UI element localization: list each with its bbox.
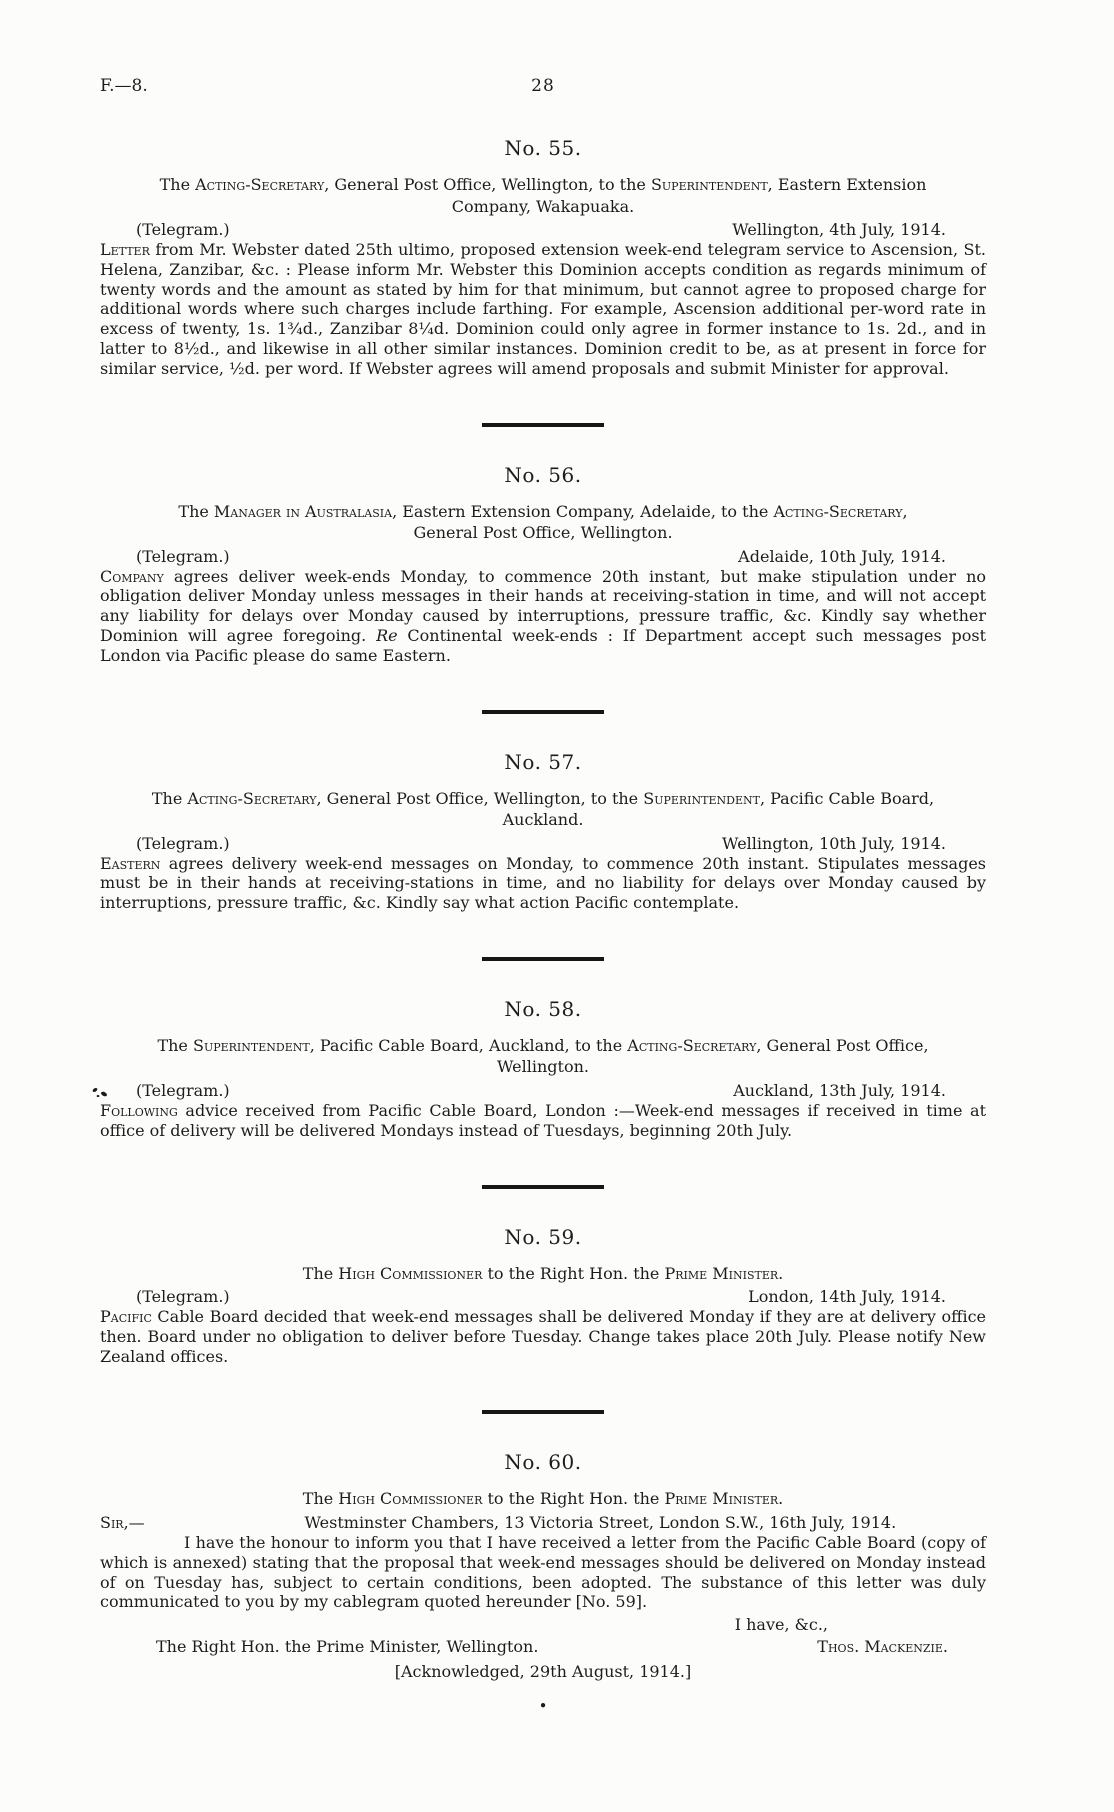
entry-body-paragraph — [100, 1307, 986, 1366]
text-segment: Thos. Mackenzie — [817, 1637, 943, 1657]
text-segment: Acting-Secretary — [627, 1035, 757, 1055]
text-segment: . — [942, 1637, 948, 1657]
document-entry — [100, 997, 986, 1189]
text-segment: , Pacific Cable Board, Auckland, to the — [309, 1035, 628, 1055]
text-segment: . — [778, 1263, 784, 1283]
text-segment: The — [302, 1263, 339, 1283]
addressee-line — [100, 522, 986, 544]
document-entry — [100, 750, 986, 961]
addressee-line — [100, 196, 986, 218]
addressee-line — [100, 1263, 986, 1285]
addressee-line — [100, 174, 986, 196]
text-segment: Eastern — [100, 853, 161, 873]
text-segment: . — [778, 1489, 784, 1509]
text-segment: from Mr. Webster dated 25th ultimo, proposed extension week-end telegram service to Ascension, St. Helena, Zanzibar, &c. : Please inform Mr. Webster this Dominion accepts condition as regards minimum of twenty words and the amount as stated by him for that minimum, but cannot agree to proposed charge for additional words where such charges include farthing. For example, Ascension additional per-word rate in excess of twenty, 1s. 1¾d., Zanzibar 8¼d. Dominion could only agree in former instance to 1s. 2d., and in latter to 8½d., and likewise in all other similar instances. Dominion credit to be, as at present in force for similar service, ½d. per word. If Webster agrees will amend proposals and submit Minister for approval. — [100, 240, 986, 378]
entry-number: No. 57. — [504, 749, 582, 774]
text-segment: High Commissioner — [338, 1489, 483, 1509]
document-entry — [100, 1450, 986, 1683]
text-segment: Company, Wakapuaka. — [451, 196, 635, 216]
text-segment: , Eastern Extension — [767, 175, 927, 194]
document-entry — [100, 1225, 986, 1415]
text-segment: Pacific — [100, 1307, 152, 1327]
entries-container — [100, 136, 986, 1683]
valediction: I have, &c., — [734, 1615, 828, 1635]
text-segment: The — [157, 1035, 193, 1055]
entry-number: No. 59. — [504, 1224, 582, 1249]
text-segment: I have the honour to inform you that I have received a letter from the Pacific Cable Board (copy of which is annexed) stating that the proposal that week-end messages should be delivered on Monday instead of on Tuesday has, subject to certain conditions, been adopted. The substance of this letter was duly communicated to you by my cablegram quoted hereunder [No. 59]. — [100, 1532, 986, 1612]
text-segment: advice received from Pacific Cable Board, London :—Week-end messages if received in time at office of delivery will be delivered Mondays instead of Tuesdays, beginning 20th July. — [100, 1100, 986, 1140]
page-content — [100, 0, 986, 1715]
closing-row — [100, 1636, 986, 1658]
text-segment: Acting-Secretary — [773, 501, 903, 521]
telegram-label: (Telegram.) — [136, 1080, 230, 1100]
entry-body-paragraph — [100, 1533, 986, 1612]
text-segment: ,— — [123, 1512, 145, 1532]
telegram-label: (Telegram.) — [136, 546, 230, 566]
telegram-meta-row — [100, 833, 986, 854]
page-number: 28 — [531, 76, 555, 96]
addressee-line — [100, 501, 986, 523]
text-segment: , Pacific Cable Board, — [759, 788, 935, 808]
text-segment: The — [178, 501, 214, 521]
text-segment: , General Post Office, Wellington, to the — [324, 175, 651, 194]
dateline: London, 14th July, 1914. — [748, 1287, 946, 1307]
dateline: Adelaide, 10th July, 1914. — [738, 546, 946, 566]
acknowledgement-note: [Acknowledged, 29th August, 1914.] — [394, 1662, 692, 1682]
text-segment: Following — [100, 1100, 178, 1120]
dateline: Wellington, 4th July, 1914. — [732, 220, 946, 239]
text-segment: to the Right Hon. the — [482, 1489, 665, 1509]
text-segment: Wellington. — [497, 1057, 589, 1077]
telegram-meta-row — [100, 1080, 986, 1101]
entry-body-paragraph — [100, 240, 986, 379]
text-segment: Manager in Australasia — [213, 501, 393, 521]
text-segment: Company — [100, 566, 164, 586]
text-segment: The — [151, 788, 188, 808]
text-segment: , General Post Office, Wellington, to the — [316, 788, 644, 808]
text-segment: General Post Office, Wellington. — [413, 523, 673, 543]
telegram-meta-row — [100, 1286, 986, 1307]
text-segment: Superintendent — [643, 788, 760, 808]
dateline: Wellington, 10th July, 1914. — [722, 833, 946, 853]
text-segment: , — [902, 501, 908, 521]
text-segment: , Eastern Extension Company, Adelaide, to the — [392, 501, 774, 521]
entry-body-paragraph — [100, 1101, 986, 1141]
end-dot: • — [538, 1697, 548, 1716]
text-segment: Superintendent — [650, 175, 768, 194]
document-entry — [100, 136, 986, 427]
addressee-line — [100, 1035, 986, 1057]
text-segment: Superintendent — [192, 1035, 310, 1055]
text-segment: Letter — [100, 240, 150, 259]
document-entry — [100, 463, 986, 714]
text-segment: The — [302, 1489, 339, 1509]
salutation-label — [100, 1512, 145, 1533]
entry-body-paragraph — [100, 854, 986, 913]
text-segment: High Commissioner — [338, 1263, 483, 1283]
text-segment: agrees delivery week-end messages on Monday, to commence 20th instant. Stipulates messages must be in their hands at receiving-stations in time, and no liability for delays over Monday caused by interruptions, pressure traffic, &c. Kindly say what action Pacific contemplate. — [100, 853, 986, 913]
text-segment: Prime Minister — [664, 1263, 779, 1283]
page-header — [100, 0, 986, 100]
signature — [817, 1636, 948, 1658]
section-divider-rule — [482, 957, 604, 961]
section-divider-rule — [482, 423, 604, 427]
section-divider-rule — [482, 1410, 604, 1414]
salutation-row — [100, 1512, 986, 1533]
addressee-line — [100, 1056, 986, 1078]
entry-number: No. 58. — [504, 996, 582, 1021]
text-segment: , General Post Office, — [756, 1035, 929, 1055]
entry-number: No. 56. — [504, 462, 582, 487]
text-segment: Prime Minister — [664, 1489, 779, 1509]
telegram-label: (Telegram.) — [136, 220, 230, 239]
entry-number: No. 55. — [504, 136, 582, 160]
text-segment: Sir — [100, 1512, 124, 1532]
doc-reference: F.—8. — [100, 76, 148, 96]
section-divider-rule — [482, 710, 604, 714]
sender-address-dateline: Westminster Chambers, 13 Victoria Street, London S.W., 16th July, 1914. — [304, 1512, 897, 1532]
addressee-line — [100, 788, 986, 810]
telegram-label: (Telegram.) — [136, 833, 230, 853]
text-segment: to the Right Hon. the — [482, 1263, 665, 1283]
text-segment: Cable Board decided that week-end messages shall be delivered Monday if they are at delivery office then. Board under no obligation to deliver before Tuesday. Change takes place 20th July. Please notify New Zealand offices. — [100, 1307, 986, 1366]
text-segment: agrees deliver week-ends Monday, to commence 20th instant, but make stipulation under no obligation deliver Monday unless messages in their hands at receiving-station in time, and will not accept any liability for delays over Monday caused by interruptions, pressure traffic, &c. Kindly say whether Dominion will agree foregoing. — [100, 566, 986, 645]
addressee-line — [100, 1488, 986, 1510]
telegram-meta-row — [100, 546, 986, 567]
telegram-meta-row — [100, 219, 986, 240]
footer-addressee: The Right Hon. the Prime Minister, Wellington. — [156, 1637, 539, 1657]
text-segment: The — [159, 175, 196, 194]
text-segment: Acting-Secretary — [195, 175, 325, 194]
margin-ink-mark — [90, 1084, 114, 1099]
text-segment: Continental week-ends : If Department accept such messages post London via Pacific please do same Eastern. — [100, 625, 986, 665]
text-segment: Re — [376, 625, 398, 645]
section-divider-rule — [482, 1185, 604, 1189]
text-segment: Acting-Secretary — [187, 788, 317, 808]
addressee-line — [100, 809, 986, 831]
text-segment: Auckland. — [502, 810, 584, 830]
entry-body-paragraph — [100, 567, 986, 666]
telegram-label: (Telegram.) — [136, 1287, 230, 1307]
entry-number: No. 60. — [504, 1450, 582, 1475]
dateline: Auckland, 13th July, 1914. — [733, 1080, 946, 1100]
